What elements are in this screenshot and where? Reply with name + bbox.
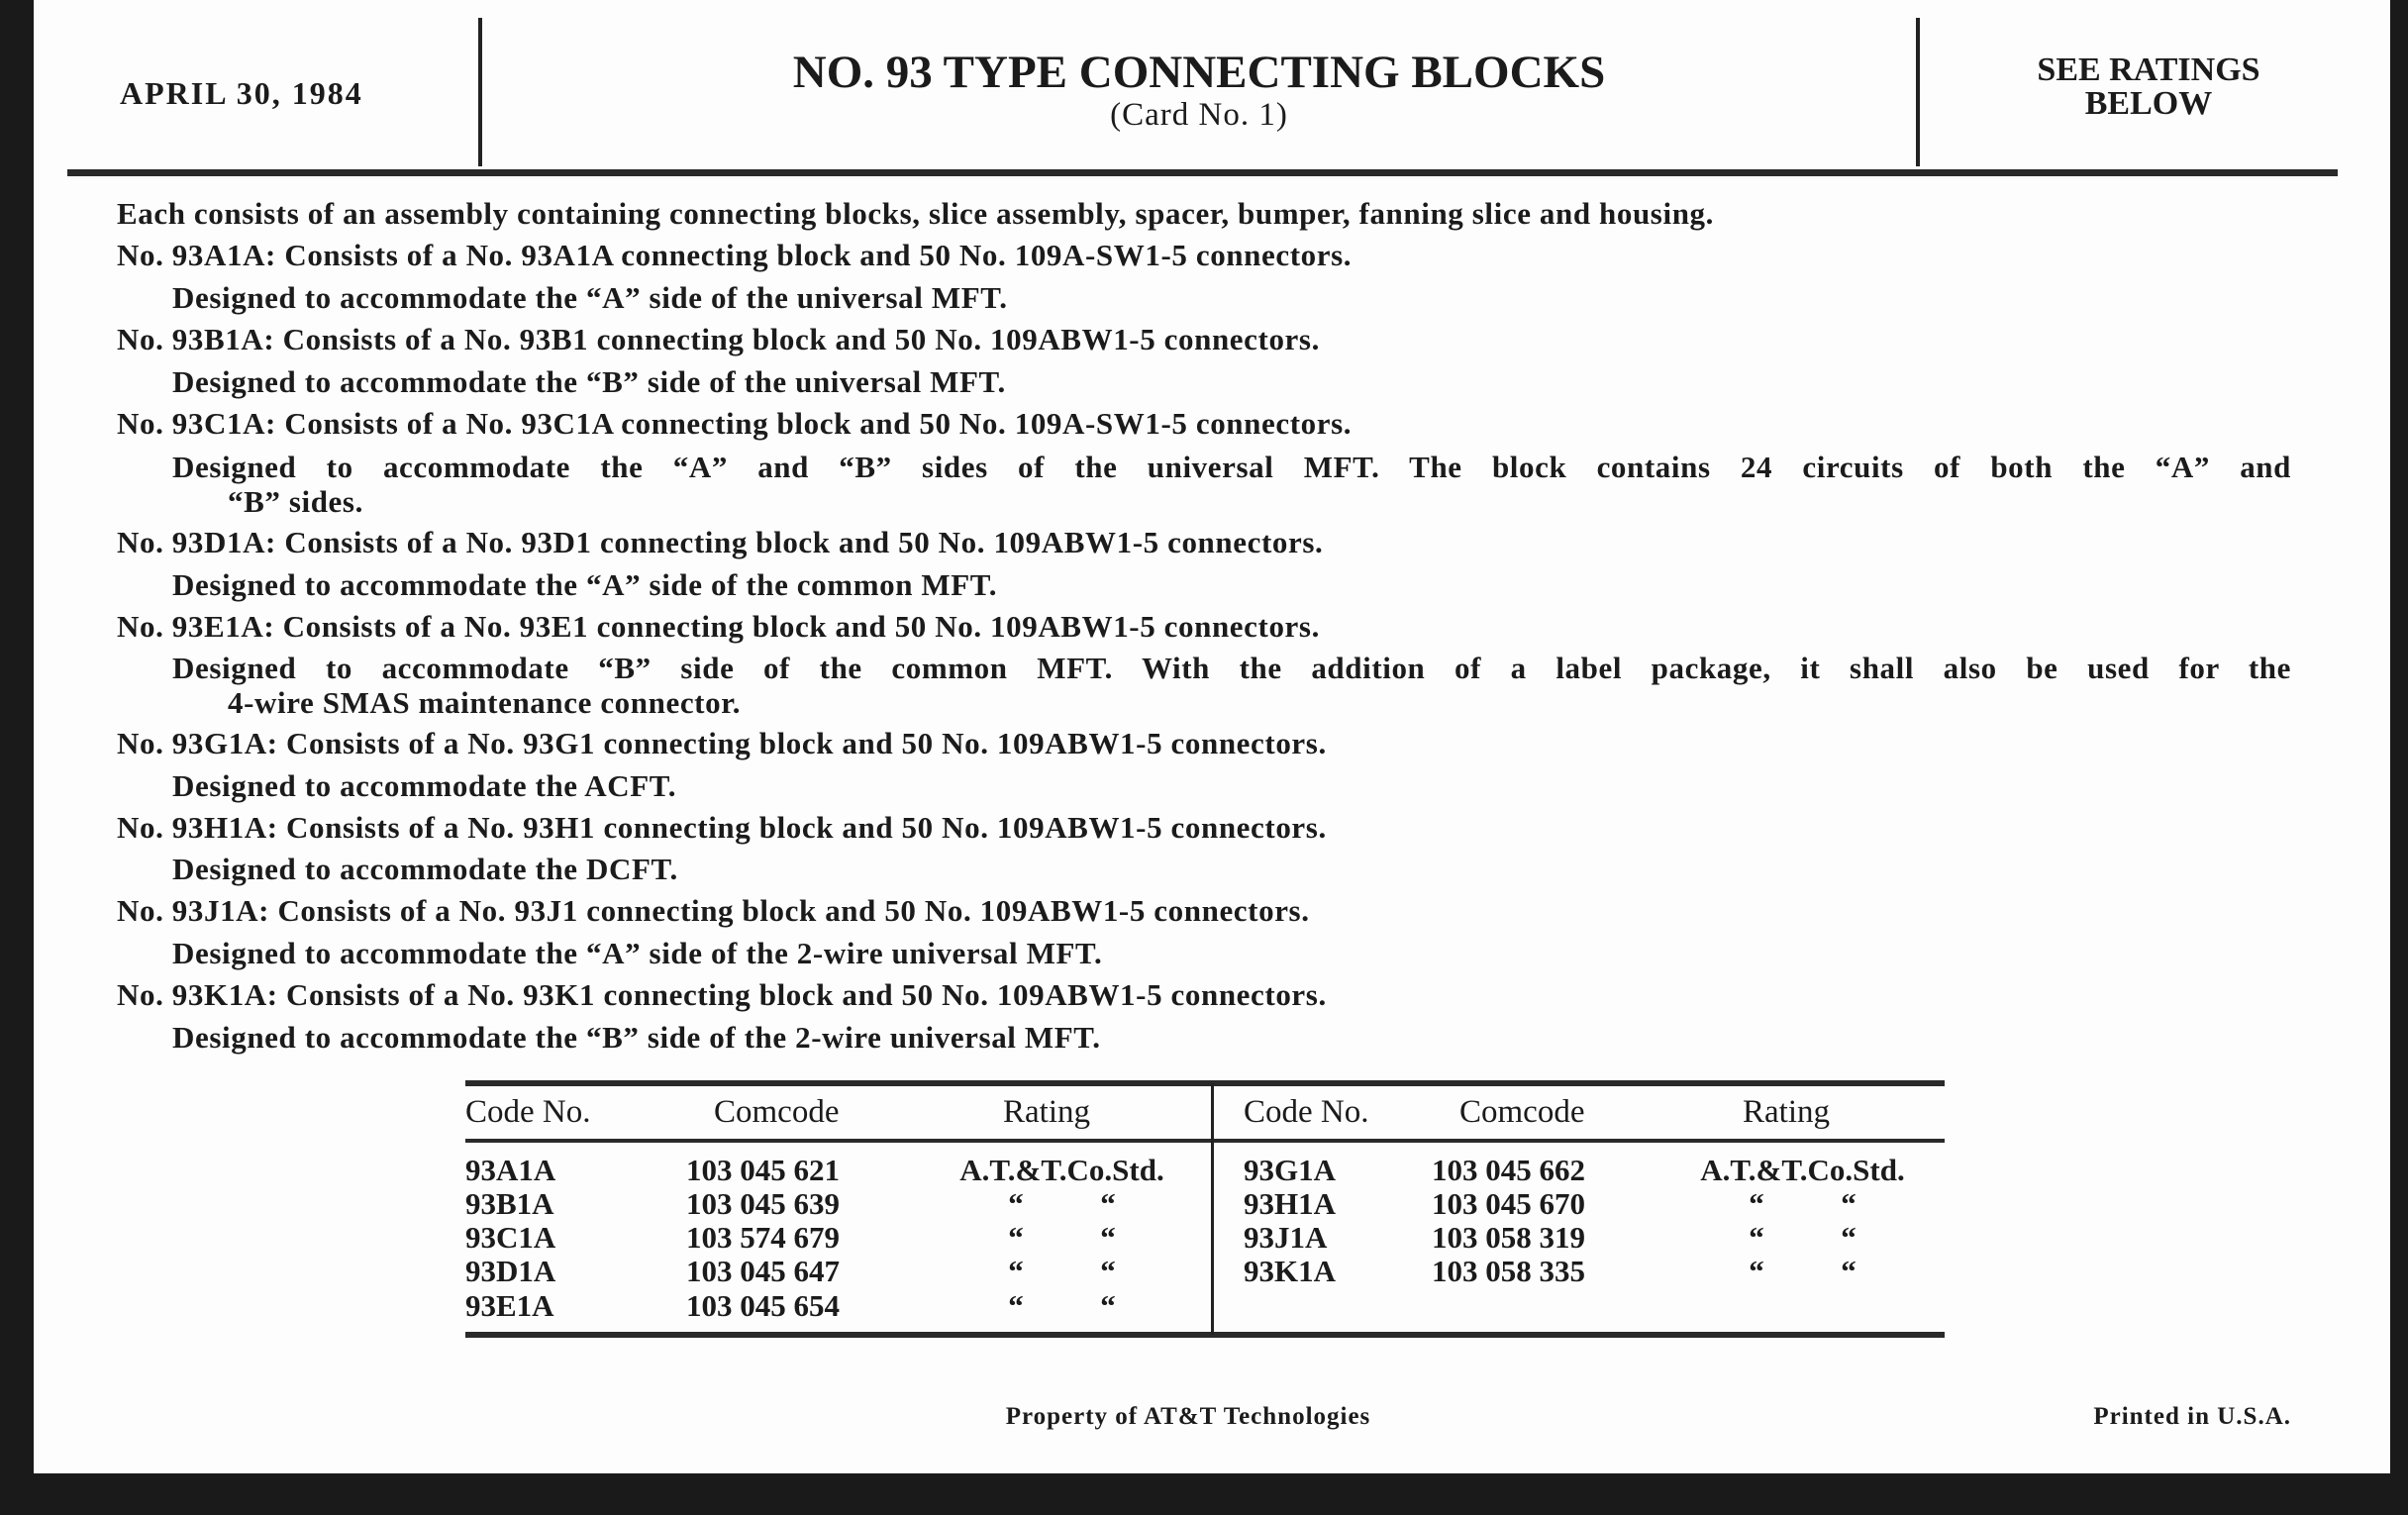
header-rating-right: Rating <box>1743 1094 1830 1130</box>
item-desc-93c1a-cont: “B” sides. <box>228 484 363 519</box>
code-no: 93D1A <box>465 1254 556 1288</box>
table-bottom-rule <box>465 1332 1945 1338</box>
card-date: APRIL 30, 1984 <box>120 75 363 111</box>
item-head-93d1a: No. 93D1A: Consists of a No. 93D1 connecting block and 50 No. 109ABW1-5 connectors. <box>117 525 1324 559</box>
comcode: 103 045 662 <box>1432 1153 1585 1187</box>
comcode: 103 045 647 <box>686 1254 840 1288</box>
code-no: 93E1A <box>465 1288 554 1323</box>
item-desc-93b1a: Designed to accommodate the “B” side of the universal MFT. <box>172 364 1006 399</box>
item-desc-93g1a: Designed to accommodate the ACFT. <box>172 768 677 803</box>
code-no: 93K1A <box>1244 1254 1336 1288</box>
item-desc-93e1a: Designed to accommodate “B” side of the common MFT. With the addition of a label package, it shall also be used for the <box>172 651 2291 685</box>
code-no: 93B1A <box>465 1186 554 1221</box>
item-head-93h1a: No. 93H1A: Consists of a No. 93H1 connecting block and 50 No. 109ABW1-5 connectors. <box>117 810 1327 845</box>
comcode: 103 045 654 <box>686 1288 840 1323</box>
header-comcode-right: Comcode <box>1459 1094 1585 1130</box>
footer-property: Property of AT&T Technologies <box>1005 1403 1371 1430</box>
item-head-93b1a: No. 93B1A: Consists of a No. 93B1 connecting block and 50 No. 109ABW1-5 connectors. <box>117 322 1320 356</box>
ratings-note-line2: BELOW <box>2084 85 2213 122</box>
header-divider-right <box>1916 18 1920 166</box>
item-head-93a1a: No. 93A1A: Consists of a No. 93A1A connecting block and 50 No. 109A-SW1-5 connectors. <box>117 238 1353 272</box>
rating: “ “ <box>1749 1186 1856 1221</box>
rating: “ “ <box>1008 1220 1116 1255</box>
rating: “ “ <box>1008 1186 1116 1221</box>
scan-border-left <box>0 0 34 1515</box>
ratings-note-line1: SEE RATINGS <box>2037 51 2260 88</box>
rating: “ “ <box>1008 1288 1116 1323</box>
rating: “ “ <box>1749 1220 1856 1255</box>
comcode: 103 045 670 <box>1432 1186 1585 1221</box>
header-comcode-left: Comcode <box>714 1094 840 1130</box>
code-no: 93J1A <box>1244 1220 1328 1255</box>
comcode: 103 045 639 <box>686 1186 840 1221</box>
comcode: 103 058 335 <box>1432 1254 1585 1288</box>
header-rule <box>67 169 2338 176</box>
footer-printed: Printed in U.S.A. <box>2093 1403 2291 1430</box>
table-divider <box>1211 1083 1214 1335</box>
item-desc-93h1a: Designed to accommodate the DCFT. <box>172 852 678 886</box>
item-desc-93e1a-cont: 4-wire SMAS maintenance connector. <box>228 685 742 720</box>
card-subtitle: (Card No. 1) <box>1110 97 1288 133</box>
code-no: 93A1A <box>465 1153 556 1187</box>
rating: A.T.&T.Co.Std. <box>959 1153 1164 1187</box>
table-top-rule <box>465 1080 1945 1086</box>
item-desc-93j1a: Designed to accommodate the “A” side of the 2-wire universal MFT. <box>172 936 1103 970</box>
item-head-93j1a: No. 93J1A: Consists of a No. 93J1 connecting block and 50 No. 109ABW1-5 connectors. <box>117 893 1310 928</box>
scan-border-right <box>2390 0 2408 1515</box>
code-no: 93H1A <box>1244 1186 1336 1221</box>
rating: “ “ <box>1008 1254 1116 1288</box>
rating: “ “ <box>1749 1254 1856 1288</box>
item-head-93g1a: No. 93G1A: Consists of a No. 93G1 connecting block and 50 No. 109ABW1-5 connectors. <box>117 726 1327 760</box>
card-title: NO. 93 TYPE CONNECTING BLOCKS <box>792 47 1606 98</box>
comcode: 103 058 319 <box>1432 1220 1585 1255</box>
header-code-no-right: Code No. <box>1244 1094 1369 1130</box>
comcode: 103 574 679 <box>686 1220 840 1255</box>
item-head-93c1a: No. 93C1A: Consists of a No. 93C1A connecting block and 50 No. 109A-SW1-5 connectors. <box>117 406 1353 441</box>
item-head-93e1a: No. 93E1A: Consists of a No. 93E1 connecting block and 50 No. 109ABW1-5 connectors. <box>117 609 1320 644</box>
code-no: 93C1A <box>465 1220 556 1255</box>
item-desc-93d1a: Designed to accommodate the “A” side of the common MFT. <box>172 567 998 602</box>
intro-text: Each consists of an assembly containing connecting blocks, slice assembly, spacer, bumper, fanning slice and housing. <box>117 196 1714 231</box>
item-desc-93c1a: Designed to accommodate the “A” and “B” sides of the universal MFT. The block contains 24 circuits of both the “A” and <box>172 450 2291 484</box>
item-desc-93a1a: Designed to accommodate the “A” side of the universal MFT. <box>172 280 1008 315</box>
code-no: 93G1A <box>1244 1153 1336 1187</box>
table-header-rule <box>465 1139 1945 1143</box>
header-code-no-left: Code No. <box>465 1094 591 1130</box>
rating: A.T.&T.Co.Std. <box>1700 1153 1905 1187</box>
scan-border-bottom <box>0 1473 2408 1515</box>
item-desc-93k1a: Designed to accommodate the “B” side of the 2-wire universal MFT. <box>172 1020 1101 1055</box>
header-rating-left: Rating <box>1003 1094 1090 1130</box>
comcode: 103 045 621 <box>686 1153 840 1187</box>
item-head-93k1a: No. 93K1A: Consists of a No. 93K1 connecting block and 50 No. 109ABW1-5 connectors. <box>117 977 1327 1012</box>
